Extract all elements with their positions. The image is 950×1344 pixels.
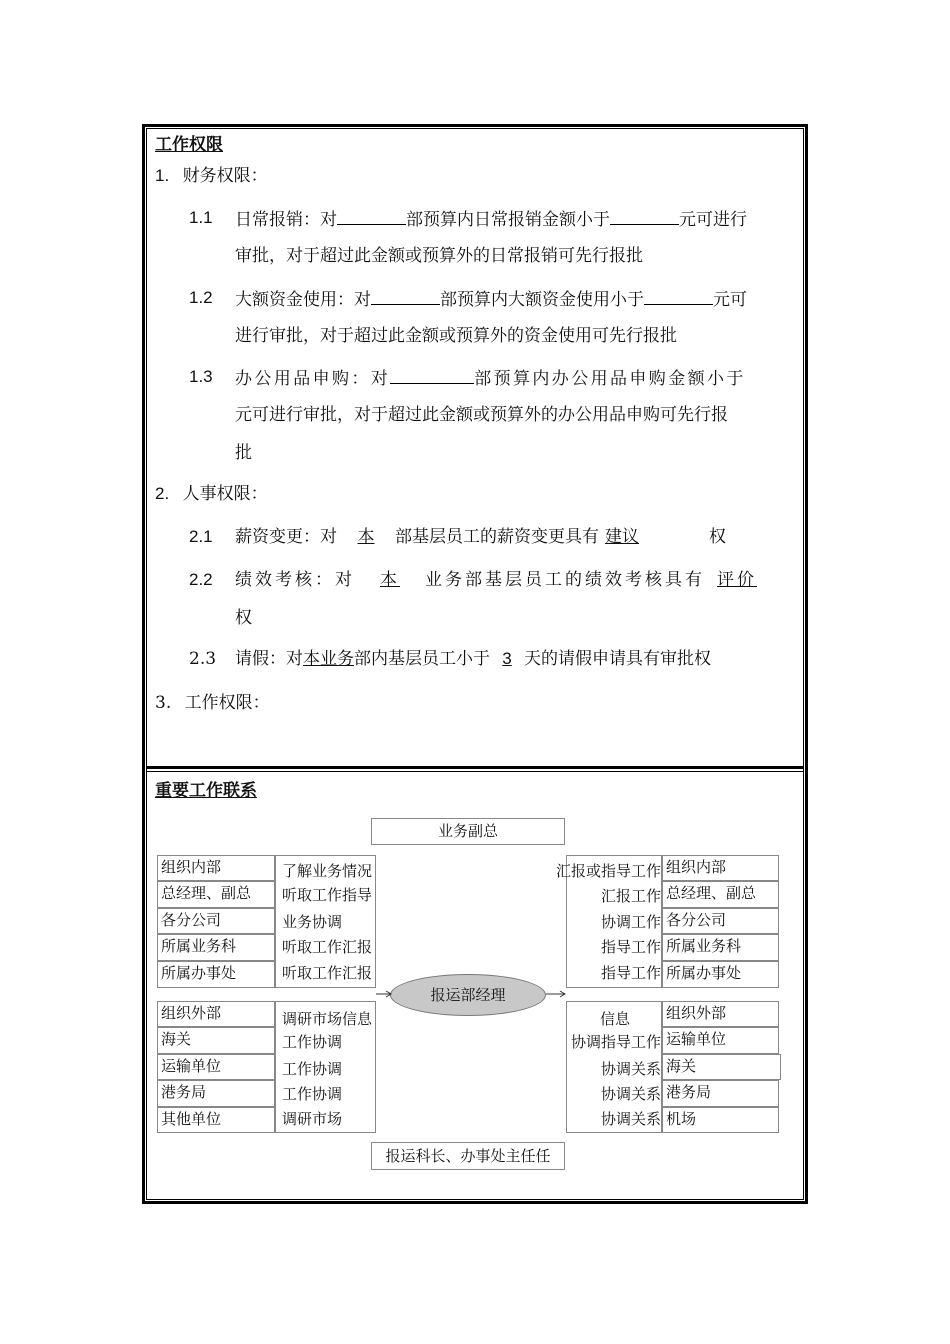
item-number: 1.2: [189, 288, 213, 307]
item-1-3: [235, 366, 746, 390]
fill-blank: [390, 366, 474, 384]
item-1-2: [235, 287, 747, 311]
left-internal-action: 了解业务情况: [282, 862, 373, 879]
right-external-box: 组织外部: [662, 1001, 779, 1027]
right-internal-action: 指导工作: [600, 938, 661, 956]
item-2-1: [235, 526, 726, 548]
item-2-3: [235, 648, 711, 670]
item-1-3-line2: 元可进行审批，对于超过此金额或预算外的办公用品申购可先行报: [235, 405, 728, 425]
text-segment: 部预算内办公用品申购金额小于: [474, 369, 746, 389]
fill-blank: [644, 287, 713, 305]
item-1: [155, 165, 268, 187]
right-internal-action: 汇报或指导工作: [555, 862, 661, 880]
item-number: 1.3: [189, 367, 213, 386]
text-segment: 日常报销：对: [235, 210, 337, 230]
left-external-box: 海关: [157, 1027, 275, 1054]
left-external-action: 调研市场信息: [282, 1010, 373, 1028]
item-label: 工作权限：: [184, 693, 270, 713]
left-external-box: 运输单位: [157, 1054, 275, 1080]
filled-value: 建议: [605, 527, 639, 547]
text-segment: 部预算内日常报销金额小于: [406, 210, 610, 230]
section-divider: [146, 766, 804, 769]
left-external-action: 工作协调: [282, 1060, 343, 1078]
top-box: 业务副总: [371, 818, 565, 845]
text-segment: 请假：对: [235, 649, 303, 669]
text-segment: 部预算内大额资金使用小于: [440, 290, 644, 310]
right-external-action: 信息: [600, 1010, 631, 1028]
item-1-1-line2: 审批，对于超过此金额或预算外的日常报销可先行报批: [235, 246, 643, 266]
item-number: 2.3: [189, 649, 217, 669]
connector-arrows: [370, 985, 570, 1005]
right-external-box: 港务局: [662, 1080, 779, 1107]
text-segment: 部基层员工的薪资变更具有: [395, 527, 599, 547]
item-number: 2.2: [189, 570, 213, 589]
fill-blank: [610, 207, 679, 225]
right-external-action: 协调关系: [600, 1110, 661, 1128]
left-internal-box: 总经理、副总: [157, 881, 275, 908]
filled-value: 3: [502, 649, 512, 668]
left-internal-action: 听取工作汇报: [282, 964, 373, 982]
right-internal-action: 汇报工作: [600, 887, 661, 905]
right-internal-box: 所属办事处: [662, 961, 779, 988]
item-label: 财务权限：: [182, 166, 268, 186]
item-2: [155, 483, 268, 505]
left-internal-action: 听取工作汇报: [282, 938, 373, 956]
left-external-action: 调研市场: [282, 1110, 343, 1128]
left-internal-action: 业务协调: [282, 913, 343, 931]
right-internal-box: 各分公司: [662, 908, 779, 934]
item-number: 2.: [155, 484, 170, 503]
right-external-action: 协调关系: [600, 1060, 661, 1078]
text-segment: 办公用品申购：对: [235, 369, 391, 389]
left-internal-box: 所属业务科: [157, 934, 275, 961]
right-internal-box: 组织内部: [662, 855, 779, 881]
item-1-3-line3: 批: [235, 443, 252, 463]
right-internal-action: 指导工作: [600, 964, 661, 982]
left-external-box: 其他单位: [157, 1107, 275, 1133]
center-ellipse: 报运部经理: [390, 974, 546, 1016]
left-external-action: 工作协调: [282, 1085, 343, 1103]
left-internal-action: 听取工作指导: [282, 886, 373, 904]
left-internal-box: 组织内部: [157, 855, 275, 881]
fill-blank: [337, 207, 406, 225]
text-segment: 绩效考核：对: [235, 570, 355, 590]
right-external-action: 协调关系: [600, 1085, 661, 1103]
right-internal-box: 总经理、副总: [662, 881, 779, 908]
section-divider-thin: [146, 771, 804, 772]
text-segment: 元可: [713, 290, 747, 310]
item-label: 人事权限：: [182, 484, 268, 504]
right-external-box: 海关: [662, 1054, 781, 1080]
text-segment: 天的请假申请具有审批权: [524, 649, 711, 669]
right-internal-box: 所属业务科: [662, 934, 779, 961]
filled-value: 评价: [717, 570, 757, 590]
bottom-box: 报运科长、办事处主任任: [371, 1142, 565, 1170]
right-external-box: 运输单位: [662, 1027, 779, 1054]
section-title-relations: 重要工作联系: [155, 781, 257, 801]
fill-blank: [371, 287, 440, 305]
filled-value: 本: [357, 527, 375, 547]
right-external-box: 机场: [662, 1107, 779, 1133]
text-segment: 部内基层员工小于: [354, 649, 490, 669]
filled-value: 本业务: [303, 649, 354, 669]
item-1-1: [235, 207, 747, 231]
right-external-action: 协调指导工作: [570, 1033, 661, 1051]
left-internal-box: 各分公司: [157, 908, 275, 934]
filled-value: 本: [380, 570, 400, 590]
text-segment: 元可进行: [679, 210, 747, 230]
item-1-2-line2: 进行审批，对于超过此金额或预算外的资金使用可先行报批: [235, 326, 677, 346]
section-title-authority: 工作权限: [155, 135, 223, 155]
item-2-2: [235, 569, 757, 591]
text-segment: 大额资金使用：对: [235, 290, 371, 310]
item-number: 1.: [155, 166, 170, 185]
text-segment: 权: [709, 527, 726, 547]
left-external-action: 工作协调: [282, 1033, 343, 1051]
text-segment: 业务部基层员工的绩效考核具有: [425, 570, 705, 590]
item-number: 2.1: [189, 527, 213, 546]
left-external-box: 港务局: [157, 1080, 275, 1107]
item-3: [155, 692, 270, 714]
left-external-box: 组织外部: [157, 1001, 275, 1027]
item-2-2-line2: 权: [235, 608, 252, 628]
item-number: 1.1: [189, 208, 213, 227]
item-number: 3.: [155, 693, 172, 713]
left-internal-box: 所属办事处: [157, 961, 275, 988]
text-segment: 薪资变更：对: [235, 527, 337, 547]
right-internal-action: 协调工作: [600, 913, 661, 931]
